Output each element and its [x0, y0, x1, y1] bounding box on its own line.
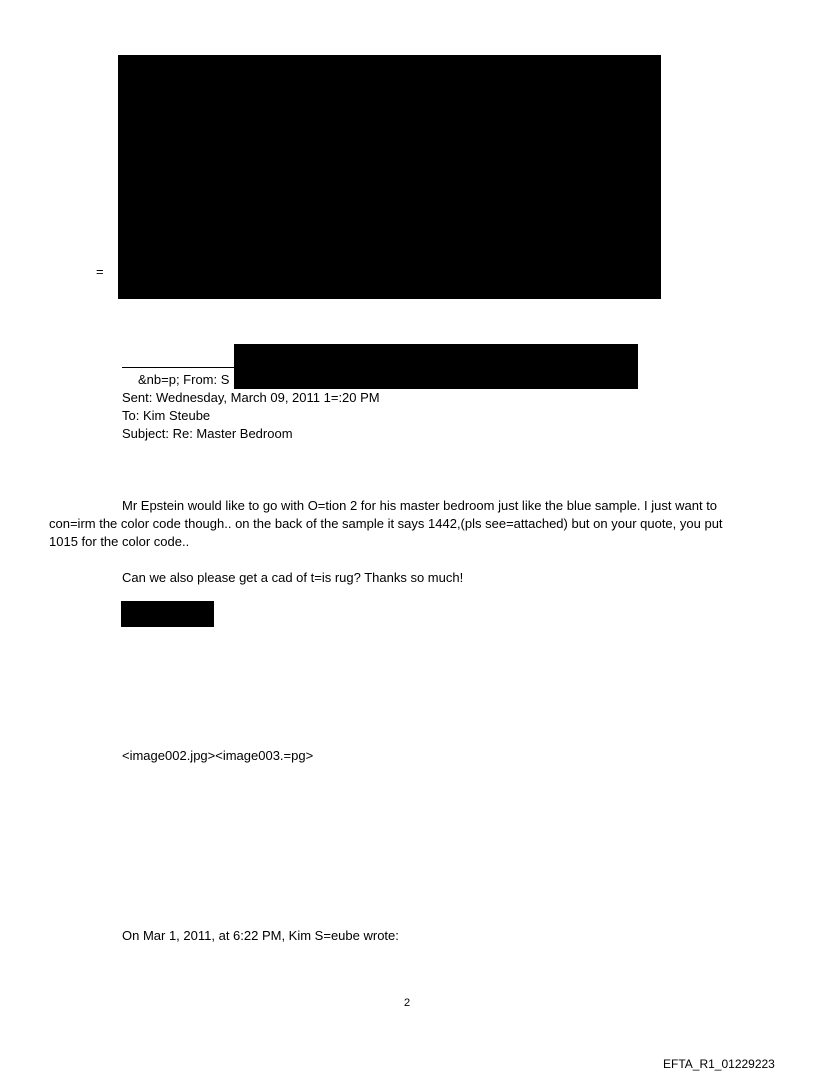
subject-line: Subject: Re: Master Bedroom [122, 426, 293, 441]
attachments-line: <image002.jpg><image003.=pg> [122, 748, 314, 763]
bates-id: EFTA_R1_01229223 [663, 1057, 775, 1071]
sent-line: Sent: Wednesday, March 09, 2011 1=:20 PM [122, 390, 380, 405]
body-paragraph-1-line-1: Mr Epstein would like to go with O=tion 2 for his master bedroom just like the blue sample. I just want to [122, 498, 718, 513]
body-paragraph-1-line-3: 1015 for the color code.. [49, 534, 190, 549]
header-separator-line [122, 367, 234, 368]
page-number: 2 [404, 997, 411, 1009]
body-paragraph-1-line-2: con=irm the color code though.. on the back of the sample it says 1442,(pls see=attached) but on your quote, you put [49, 516, 723, 531]
redaction-block-from [234, 344, 638, 389]
from-line: &nb=p; From: S [138, 372, 230, 387]
body-paragraph-2: Can we also please get a cad of t=is rug? Thanks so much! [122, 570, 464, 585]
quote-intro-line: On Mar 1, 2011, at 6:22 PM, Kim S=eube wrote: [122, 928, 399, 943]
equals-marker: = [96, 264, 104, 279]
to-line: To: Kim Steube [122, 408, 211, 423]
redaction-block-signature [121, 601, 214, 627]
redaction-block-top [118, 55, 661, 299]
